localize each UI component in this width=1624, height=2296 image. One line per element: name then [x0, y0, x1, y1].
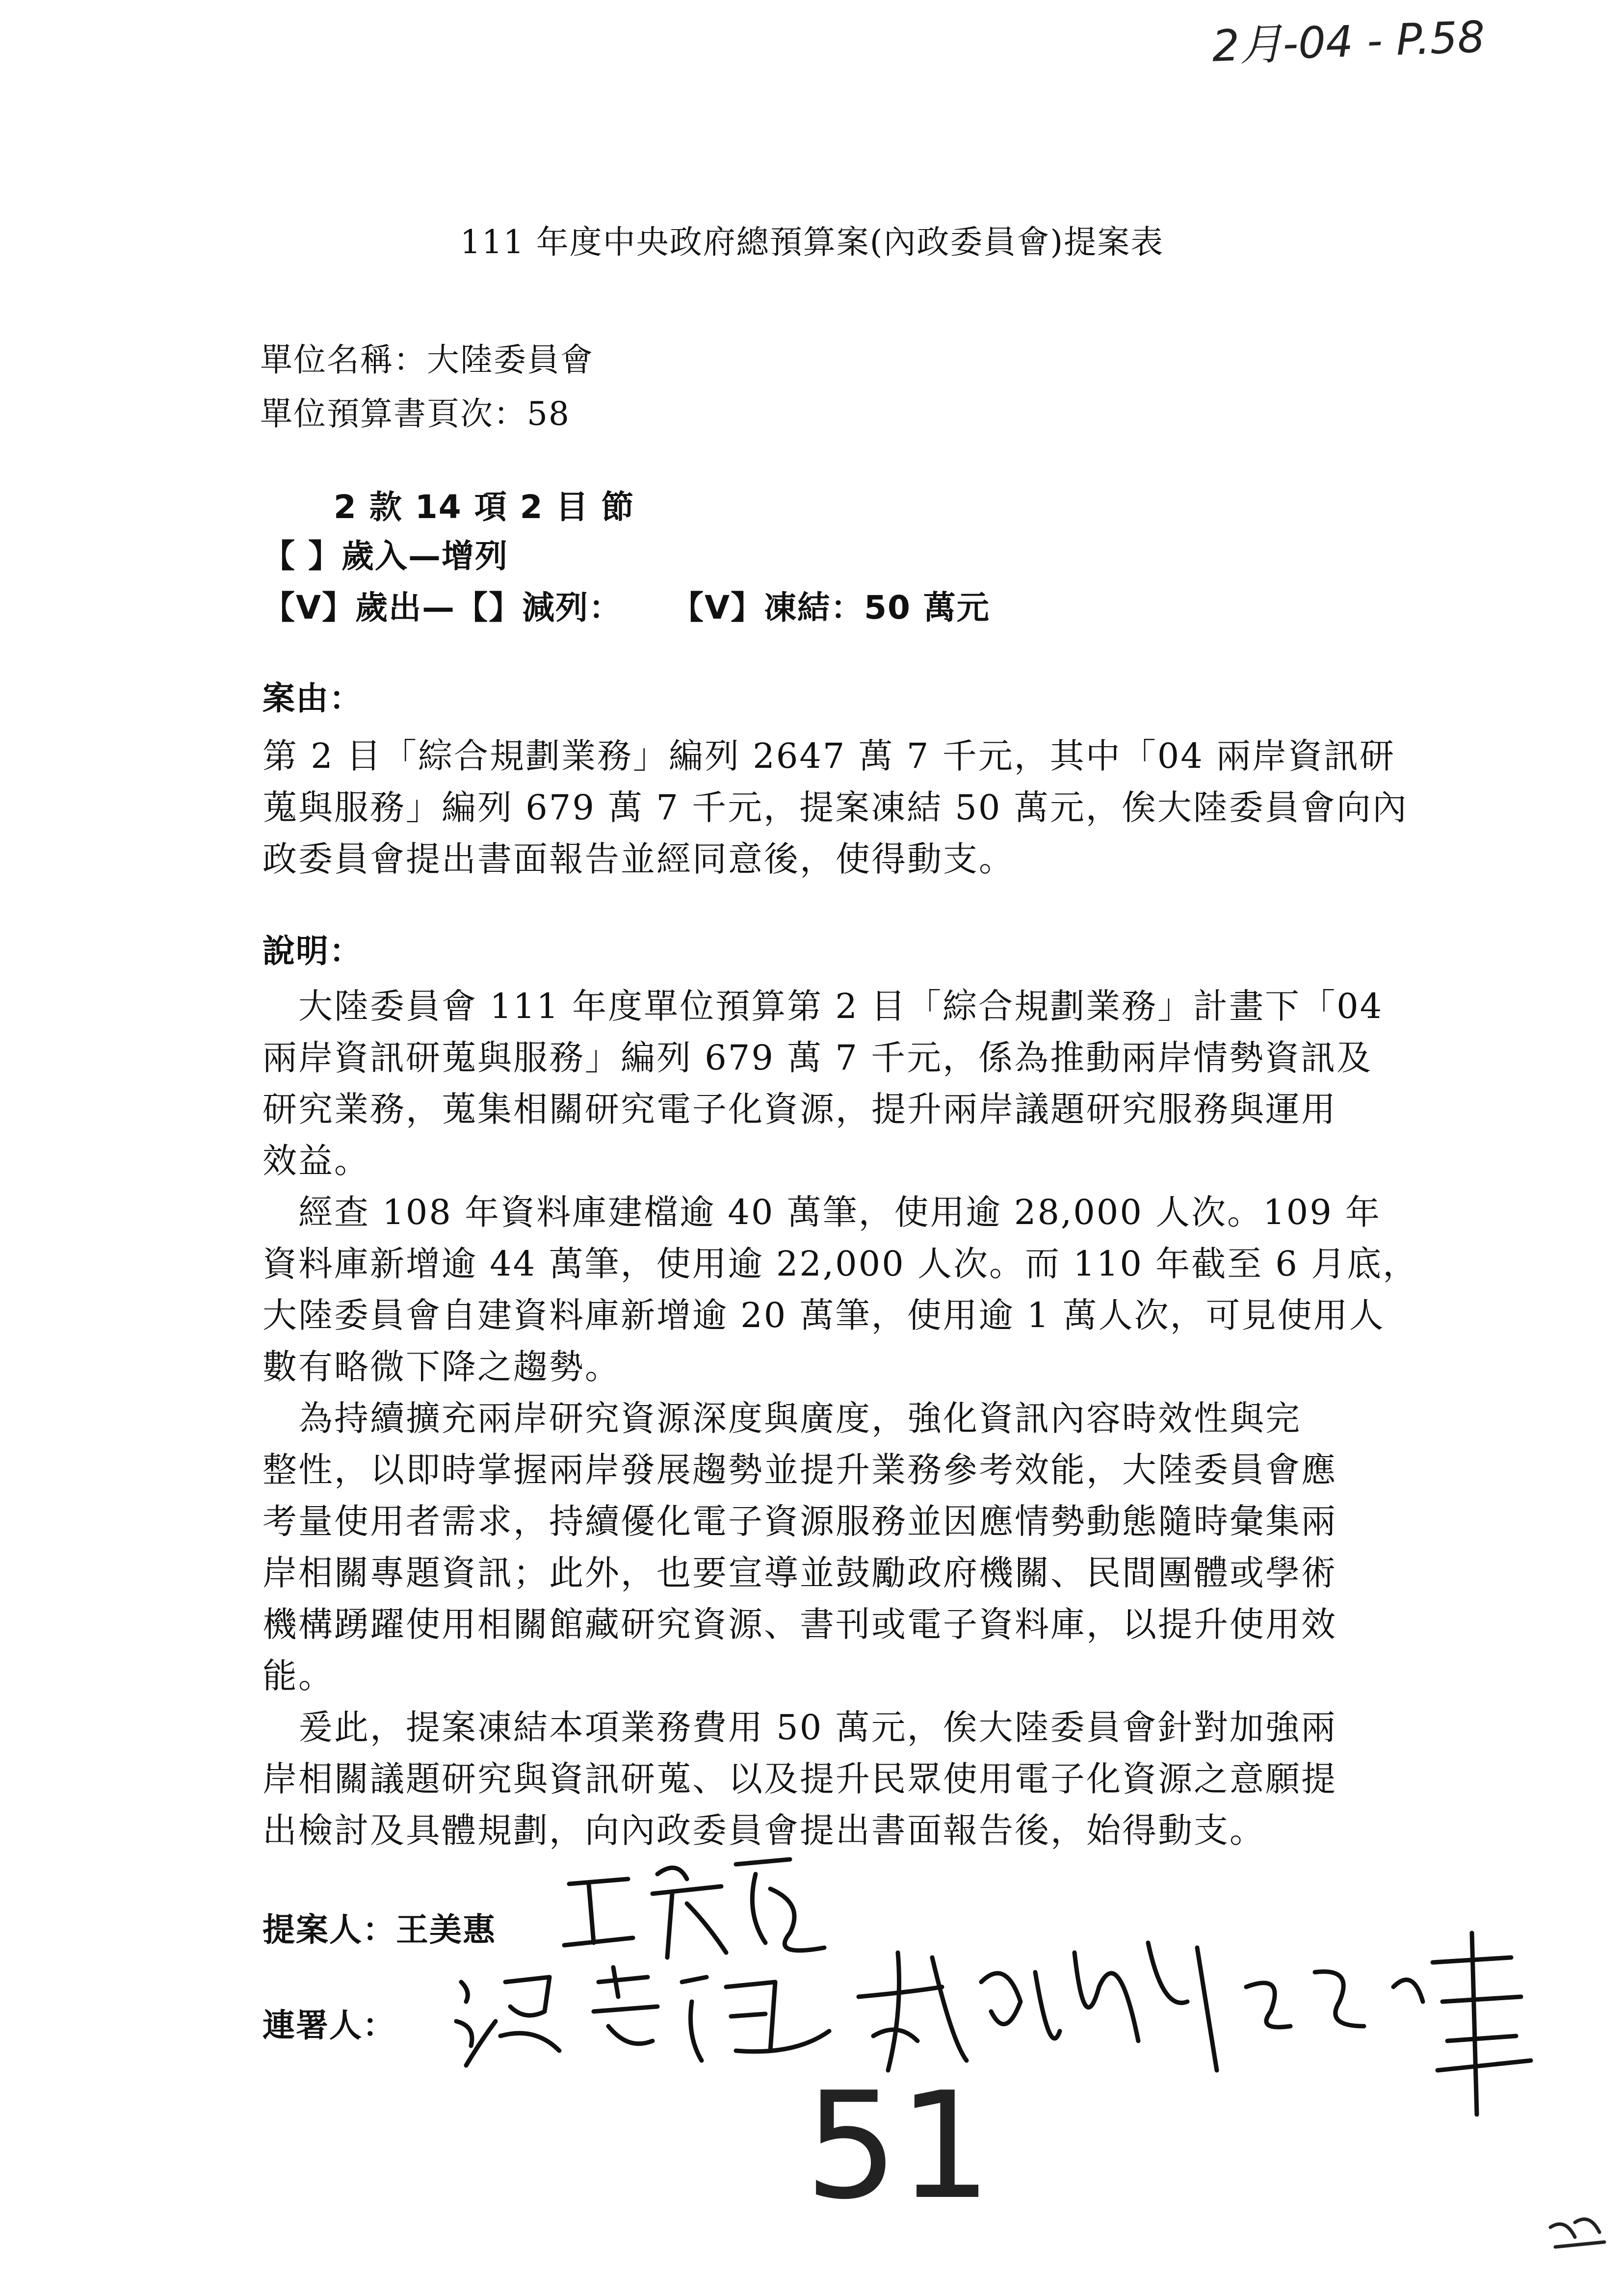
explain-line: 岸相關議題研究與資訊研蒐、以及提升民眾使用電子化資源之意願提 — [262, 1759, 1337, 1799]
explain-line: 數有略微下降之趨勢。 — [262, 1347, 621, 1387]
budget-section: 2 款 14 項 2 目 節 — [334, 488, 635, 526]
reason-line: 蒐與服務」編列 679 萬 7 千元，提案凍結 50 萬元，俟大陸委員會向內 — [262, 787, 1408, 828]
explain-line: 能。 — [262, 1656, 334, 1696]
unit-name: 單位名稱：大陸委員會 — [260, 341, 594, 379]
explain-line: 考量使用者需求，持續優化電子資源服務並因應情勢動態隨時彙集兩 — [262, 1501, 1337, 1541]
signature-cosigner-1 — [451, 1953, 844, 2080]
explain-heading: 說明： — [262, 932, 363, 970]
explain-line: 經查 108 年資料庫建檔逾 40 萬筆，使用逾 28,000 人次。109 年 — [262, 1192, 1381, 1232]
proposer-label: 提案人：王美惠 — [262, 1911, 496, 1949]
explain-line: 出檢討及具體規劃，向內政委員會提出書面報告後，始得動支。 — [262, 1810, 1265, 1851]
explain-line: 大陸委員會 111 年度單位預算第 2 目「綜合規劃業務」計畫下「04 — [262, 986, 1384, 1026]
explain-line: 資料庫新增逾 44 萬筆，使用逾 22,000 人次。而 110 年截至 6 月底， — [262, 1244, 1419, 1284]
reason-heading: 案由： — [262, 679, 363, 717]
explain-line: 兩岸資訊研蒐與服務」編列 679 萬 7 千元，係為推動兩岸情勢資訊及 — [262, 1038, 1373, 1078]
budget-page: 單位預算書頁次：58 — [260, 395, 570, 433]
reason-line: 第 2 目「綜合規劃業務」編列 2647 萬 7 千元，其中「04 兩岸資訊研 — [262, 736, 1396, 776]
cosigner-label: 連署人： — [262, 2007, 396, 2044]
revenue-line: 【 】歲入—增列 — [262, 537, 508, 575]
handwritten-page-number: 51 — [805, 2061, 992, 2232]
handwritten-reference: 2月-04 - P.58 — [1211, 11, 1486, 72]
explain-line: 整性，以即時掌握兩岸發展趨勢並提升業務參考效能，大陸委員會應 — [262, 1450, 1337, 1490]
explain-line: 爰此，提案凍結本項業務費用 50 萬元，俟大陸委員會針對加強兩 — [262, 1707, 1337, 1748]
explain-line: 研究業務，蒐集相關研究電子化資源，提升兩岸議題研究服務與運用 — [262, 1089, 1337, 1129]
explain-line: 為持續擴充兩岸研究資源深度與廣度，強化資訊內容時效性與完 — [262, 1398, 1301, 1438]
explain-line: 岸相關專題資訊；此外，也要宣導並鼓勵政府機關、民間團體或學術 — [262, 1553, 1337, 1593]
document-title: 111 年度中央政府總預算案(內政委員會)提案表 — [460, 223, 1164, 261]
reason-line: 政委員會提出書面報告並經同意後，使得動支。 — [262, 839, 1015, 879]
explain-line: 機構踴躍使用相關館藏研究資源、書刊或電子資料庫，以提升使用效 — [262, 1604, 1337, 1644]
corner-mark — [1545, 2198, 1614, 2252]
explain-line: 效益。 — [262, 1141, 370, 1181]
expenditure-line: 【V】歲出—【】減列： 【V】凍結：50 萬元 — [262, 589, 990, 626]
explain-line: 大陸委員會自建資料庫新增逾 20 萬筆，使用逾 1 萬人次，可見使用人 — [262, 1295, 1385, 1335]
